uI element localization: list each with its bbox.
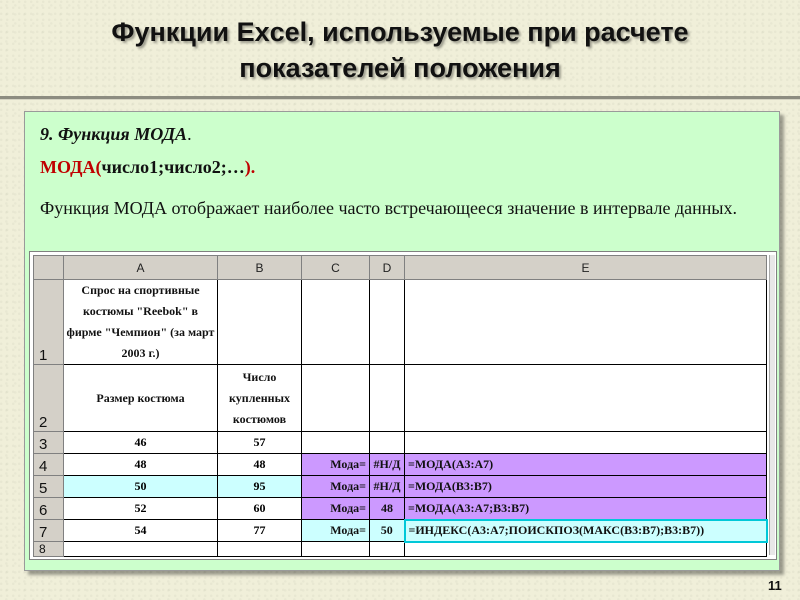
cell-b4[interactable]: 48 [218, 454, 302, 476]
slide-title [0, 14, 800, 86]
cell-b8[interactable] [218, 542, 302, 557]
vertical-scrollbar[interactable] [769, 255, 775, 555]
column-header-d[interactable]: D [370, 256, 405, 280]
cell-b6[interactable]: 60 [218, 498, 302, 520]
cell-c8[interactable] [302, 542, 370, 557]
row-header[interactable]: 1 [34, 280, 64, 365]
column-header-b[interactable]: B [218, 256, 302, 280]
function-description: Функция МОДА отображает наиболее часто встречающееся значение в интервале данных. [40, 198, 738, 218]
syntax-args: число1;число2;… [101, 157, 245, 177]
cell-e3[interactable] [405, 432, 767, 454]
cell-c3[interactable] [302, 432, 370, 454]
cell-d3[interactable] [370, 432, 405, 454]
cell-d6[interactable]: 48 [370, 498, 405, 520]
syntax-name: МОДА( [40, 157, 102, 177]
column-header-a[interactable]: A [64, 256, 218, 280]
table-row [34, 432, 767, 454]
table-row [34, 520, 767, 542]
cell-c5[interactable]: Мода= [302, 476, 370, 498]
cell-c4[interactable]: Мода= [302, 454, 370, 476]
cell-a6[interactable]: 52 [64, 498, 218, 520]
function-syntax [40, 157, 255, 178]
cell-e5[interactable]: =МОДА(B3:B7) [405, 476, 767, 498]
cell-d7[interactable]: 50 [370, 520, 405, 542]
cell-a7[interactable]: 54 [64, 520, 218, 542]
table-row [34, 498, 767, 520]
cell-a3[interactable]: 46 [64, 432, 218, 454]
function-heading [40, 124, 192, 145]
cell-b1[interactable] [218, 280, 302, 365]
cell-a4[interactable]: 48 [64, 454, 218, 476]
cell-c2[interactable] [302, 365, 370, 432]
spreadsheet-grid [33, 255, 768, 557]
function-heading-dot: . [187, 124, 192, 144]
cell-e8[interactable] [405, 542, 767, 557]
column-header-row [34, 256, 767, 280]
cell-d1[interactable] [370, 280, 405, 365]
row-header[interactable]: 5 [34, 476, 64, 498]
row-header[interactable]: 7 [34, 520, 64, 542]
cell-a5[interactable]: 50 [64, 476, 218, 498]
page-number: 11 [768, 578, 782, 593]
syntax-close: ). [244, 157, 256, 177]
cell-b7[interactable]: 77 [218, 520, 302, 542]
cell-d8[interactable] [370, 542, 405, 557]
row-header[interactable]: 4 [34, 454, 64, 476]
cell-e4[interactable]: =МОДА(A3:A7) [405, 454, 767, 476]
cell-e2[interactable] [405, 365, 767, 432]
spreadsheet[interactable] [29, 251, 777, 560]
row-header[interactable]: 6 [34, 498, 64, 520]
table-row [34, 454, 767, 476]
cell-b3[interactable]: 57 [218, 432, 302, 454]
table-row [34, 280, 767, 365]
row-header[interactable]: 2 [34, 365, 64, 432]
cell-e6[interactable]: =МОДА(A3:A7;B3:B7) [405, 498, 767, 520]
title-divider [0, 96, 800, 99]
table-row [34, 476, 767, 498]
cell-b2[interactable]: Число купленных костюмов [218, 365, 302, 432]
table-row [34, 542, 767, 557]
cell-c1[interactable] [302, 280, 370, 365]
slide-title-line1: Функции Excel, используемые при расчете [111, 17, 689, 47]
slide-title-line2: показателей положения [239, 53, 561, 83]
column-header-e[interactable]: E [405, 256, 767, 280]
cell-d4[interactable]: #Н/Д [370, 454, 405, 476]
function-heading-text: 9. Функция МОДА [40, 124, 188, 144]
column-header-c[interactable]: C [302, 256, 370, 280]
table-row [34, 365, 767, 432]
cell-e7[interactable]: =ИНДЕКС(A3:A7;ПОИСКПОЗ(МАКС(B3:B7);B3:B7)) [405, 520, 767, 542]
cell-c6[interactable]: Мода= [302, 498, 370, 520]
cell-b5[interactable]: 95 [218, 476, 302, 498]
cell-a1[interactable]: Спрос на спортивные костюмы "Reebok" в фирме "Чемпион" (за март 2003 г.) [64, 280, 218, 365]
row-header[interactable]: 3 [34, 432, 64, 454]
cell-a2[interactable]: Размер костюма [64, 365, 218, 432]
cell-e1[interactable] [405, 280, 767, 365]
cell-c7[interactable]: Мода= [302, 520, 370, 542]
cell-d2[interactable] [370, 365, 405, 432]
row-header[interactable]: 8 [34, 542, 64, 557]
cell-d5[interactable]: #Н/Д [370, 476, 405, 498]
cell-a8[interactable] [64, 542, 218, 557]
select-all-corner[interactable] [34, 256, 64, 280]
